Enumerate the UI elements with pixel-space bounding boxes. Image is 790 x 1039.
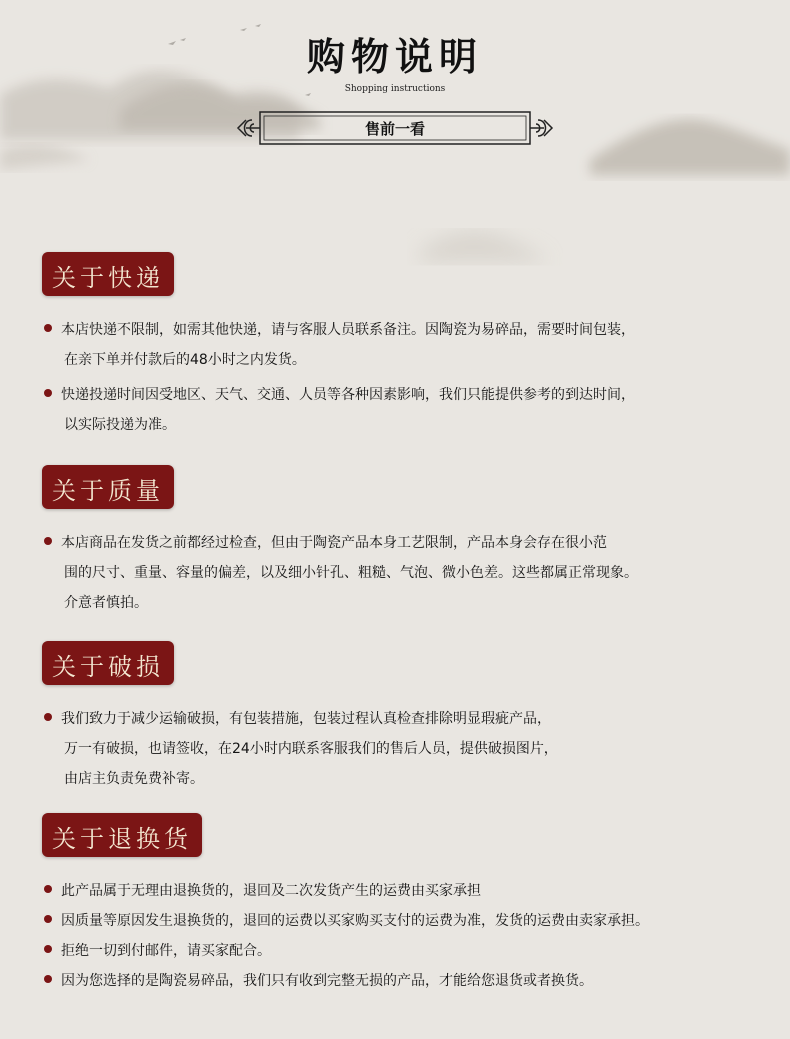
bullet-dot: [44, 945, 52, 953]
returns-bullet-3: 拒绝一切到付邮件，请买家配合。: [44, 936, 649, 966]
quality-bullet-1: 本店商品在发货之前都经过检查，但由于陶瓷产品本身工艺限制，产品本身会存在很小范 围的尺寸、重量、容量的偏差，以及细小针孔、粗糙、气泡、微小色差。这些都属正常现象。 介意者慎拍。: [44, 528, 638, 618]
page-title: 购物说明: [306, 34, 483, 79]
section-heading-damage: 关于破损: [42, 641, 174, 685]
section-heading-express: 关于快递: [42, 252, 174, 296]
bullet-dot: [44, 537, 52, 545]
section-heading-quality: 关于质量: [42, 465, 174, 509]
bullet-dot: [44, 915, 52, 923]
banner-label: 售前一看: [364, 120, 425, 138]
bullet-dot: [44, 713, 52, 721]
title-banner: [232, 106, 558, 150]
returns-bullet-4: 因为您选择的是陶瓷易碎品，我们只有收到完整无损的产品，才能给您退货或者换货。: [44, 966, 649, 996]
bullet-dot: [44, 975, 52, 983]
damage-bullet-1: 我们致力于减少运输破损，有包装措施，包装过程认真检查排除明显瑕疵产品， 万一有破损，也请签收，在24小时内联系客服我们的售后人员，提供破损图片， 由店主负责免费补寄。: [44, 704, 558, 794]
bullet-dot: [44, 885, 52, 893]
express-bullet-2: 快递投递时间因受地区、天气、交通、人员等各种因素影响，我们只能提供参考的到达时间， 以实际投递为准。: [44, 380, 635, 440]
returns-bullet-list: [44, 876, 649, 996]
returns-bullet-2: 因质量等原因发生退换货的，退回的运费以买家购买支付的运费为准，发货的运费由卖家承担。: [44, 906, 649, 936]
page-subtitle: Shopping instructions: [344, 84, 446, 94]
section-heading-returns: 关于退换货: [42, 813, 202, 857]
bullet-dot: [44, 324, 52, 332]
returns-bullet-1: 此产品属于无理由退换货的，退回及二次发货产生的运费由买家承担: [44, 876, 649, 906]
express-bullet-1: 本店快递不限制，如需其他快递，请与客服人员联系备注。因陶瓷为易碎品，需要时间包装， 在亲下单并付款后的48小时之内发货。: [44, 315, 635, 375]
bullet-dot: [44, 389, 52, 397]
